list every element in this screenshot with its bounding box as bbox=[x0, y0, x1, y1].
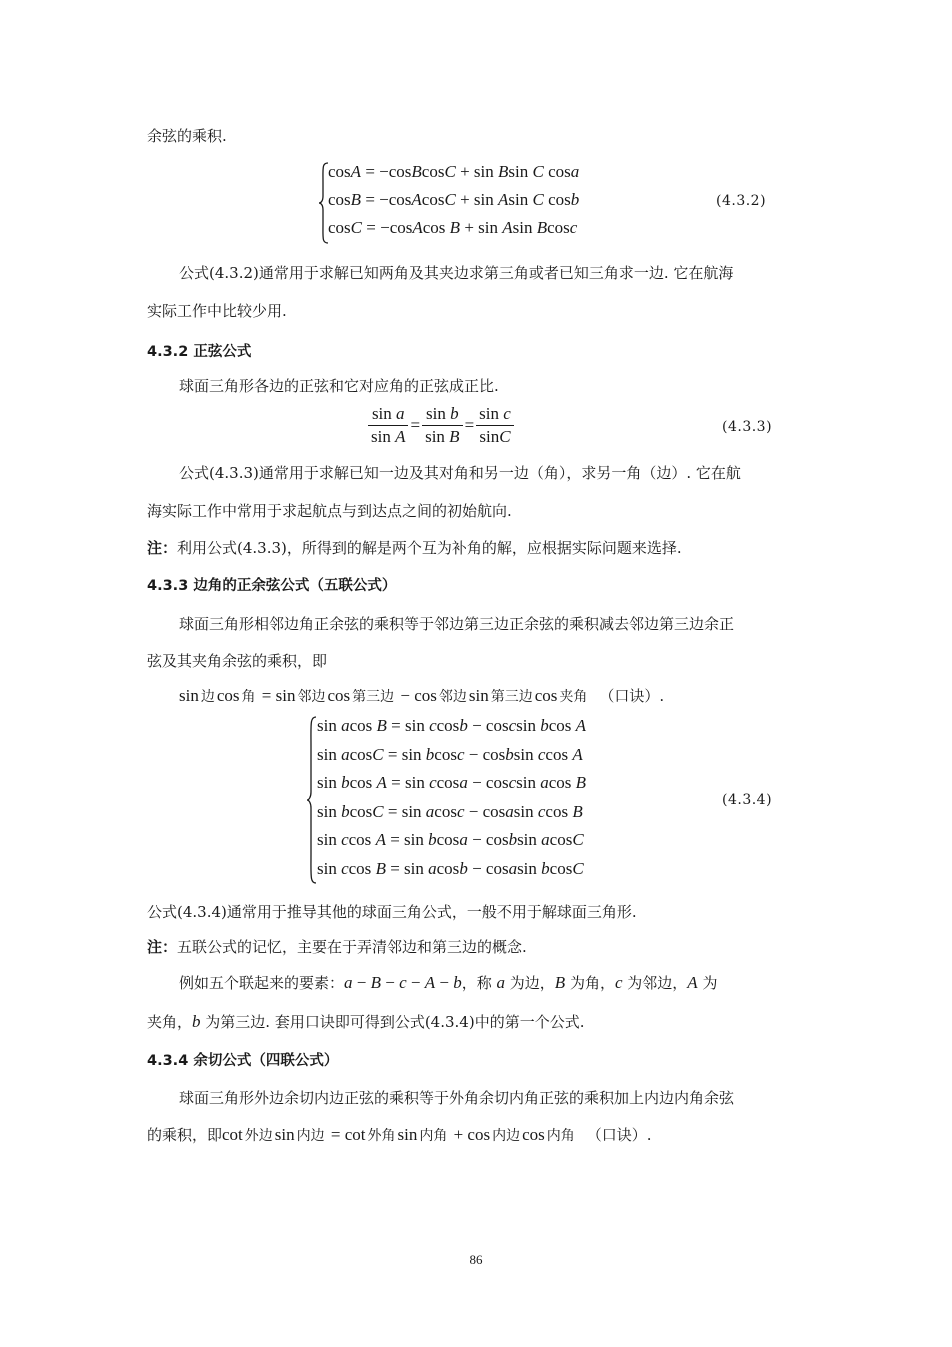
math-variable: B bbox=[350, 190, 362, 209]
equation-row bbox=[328, 190, 579, 210]
math-operator: − cos bbox=[467, 716, 509, 735]
math-operator: sin bbox=[517, 859, 542, 878]
math-variable: a bbox=[540, 773, 549, 793]
math-operator: = sin bbox=[385, 859, 429, 878]
fraction bbox=[476, 404, 514, 447]
math-function: cos bbox=[534, 686, 558, 705]
math-variable: a bbox=[541, 830, 550, 850]
mnemonic-line bbox=[147, 1124, 652, 1145]
example-text: 夹角， bbox=[147, 1013, 193, 1031]
equation-4-3-4 bbox=[306, 714, 706, 886]
math-variable: a bbox=[341, 744, 350, 764]
math-variable: a bbox=[341, 716, 350, 735]
math-variable: b bbox=[341, 801, 350, 821]
math-variable: C bbox=[532, 162, 544, 181]
math-operator: sin bbox=[317, 716, 342, 735]
math-variable: b bbox=[425, 744, 435, 764]
mnemonic-word: 外角 bbox=[367, 1128, 396, 1144]
math-operator: sin bbox=[317, 744, 342, 764]
math-function: cos bbox=[216, 686, 240, 705]
mnemonic-word: 邻边 bbox=[297, 689, 326, 705]
section-heading-4-3-3: 4.3.3 边角的正余弦公式（五联公式） bbox=[147, 578, 397, 594]
math-variable: b bbox=[508, 830, 518, 850]
math-operator: cos bbox=[328, 162, 351, 181]
math-variable: b bbox=[570, 190, 580, 209]
math-variable: c bbox=[614, 973, 623, 992]
math-variable: B bbox=[370, 973, 381, 992]
math-operator: + sin bbox=[455, 190, 498, 209]
equation-number: (4.3.2) bbox=[716, 193, 767, 209]
example-line bbox=[147, 1011, 584, 1032]
math-operator: = −cos bbox=[361, 162, 412, 181]
math-variable: B bbox=[536, 218, 548, 237]
mnemonic-word: 内角 bbox=[546, 1128, 575, 1144]
math-variable: C bbox=[572, 830, 584, 850]
math-operator: cos bbox=[436, 773, 460, 793]
math-operator: = −cos bbox=[362, 218, 413, 237]
math-operator: sin bbox=[517, 830, 542, 850]
example-text: 为第三边. 套用口诀即可得到公式(4.3.4)中的第一个公式. bbox=[200, 1013, 585, 1031]
math-operator: sin bbox=[516, 716, 541, 735]
math-variable: c bbox=[399, 973, 407, 992]
example-line bbox=[179, 972, 717, 993]
math-function: sin bbox=[179, 686, 199, 705]
mnemonic-word: 第三边 bbox=[490, 689, 533, 705]
math-operator: cos bbox=[545, 744, 573, 764]
math-variable: c bbox=[456, 801, 465, 821]
mnemonic-prefix: 的乘积，即 bbox=[147, 1126, 223, 1144]
equation-row bbox=[317, 830, 584, 850]
math-variable: b bbox=[505, 744, 514, 764]
math-function: cos bbox=[522, 1125, 545, 1144]
page-number: 86 bbox=[469, 1252, 483, 1267]
math-variable: B bbox=[498, 162, 509, 181]
math-variable: a bbox=[496, 973, 505, 992]
math-variable: c bbox=[341, 830, 349, 850]
equation-row bbox=[317, 716, 586, 736]
note-label: 注： bbox=[147, 539, 178, 557]
math-operator: = sin bbox=[385, 830, 429, 850]
math-function: cot bbox=[222, 1125, 243, 1144]
note-text: 利用公式(4.3.3)，所得到的解是两个互为补角的解，应根据实际问题来选择. bbox=[177, 539, 682, 557]
math-function: − cos bbox=[396, 686, 437, 705]
math-variable: C bbox=[372, 801, 384, 821]
math-operator: cos bbox=[543, 190, 571, 209]
math-operator: cos bbox=[549, 859, 573, 878]
math-operator: sin bbox=[508, 162, 533, 181]
math-operator: cos bbox=[328, 190, 351, 209]
equation-number: (4.3.3) bbox=[722, 419, 773, 435]
math-variable: C bbox=[532, 190, 544, 209]
math-variable: B bbox=[449, 427, 460, 446]
math-operator: − cos bbox=[467, 859, 509, 878]
mnemonic-line bbox=[179, 685, 664, 706]
math-operator: cos bbox=[349, 773, 377, 793]
math-variable: C bbox=[499, 427, 511, 446]
section-heading-4-3-2: 4.3.2 正弦公式 bbox=[147, 344, 252, 360]
mnemonic-word: 角 bbox=[241, 689, 256, 705]
mnemonic-word: 外边 bbox=[244, 1128, 273, 1144]
math-operator: = −cos bbox=[361, 190, 412, 209]
mnemonic-suffix: （口诀）. bbox=[586, 1126, 652, 1144]
math-variable: A bbox=[687, 973, 698, 992]
equation-number: (4.3.4) bbox=[722, 792, 773, 808]
equation-row bbox=[328, 162, 579, 182]
math-variable: A bbox=[575, 716, 587, 735]
section-heading-4-3-4: 4.3.4 余切公式（四联公式） bbox=[147, 1053, 339, 1069]
math-variable: A bbox=[411, 190, 422, 209]
paragraph: 实际工作中比较少用. bbox=[147, 302, 287, 320]
math-operator: + sin bbox=[455, 162, 498, 181]
math-variable: a bbox=[425, 801, 435, 821]
paragraph: 公式(4.3.3)通常用于求解已知一边及其对角和另一边（角），求另一角（边）. 它在航 bbox=[179, 464, 741, 482]
math-variable: c bbox=[341, 859, 349, 878]
math-operator: + sin bbox=[460, 218, 503, 237]
math-function: sin bbox=[274, 1125, 295, 1144]
note bbox=[147, 537, 682, 558]
math-variable: a bbox=[505, 801, 514, 821]
equation-4-3-3 bbox=[366, 404, 516, 447]
math-operator: cos bbox=[436, 716, 460, 735]
mnemonic-word: 夹角 bbox=[559, 689, 588, 705]
mnemonic-word: 边 bbox=[200, 689, 215, 705]
math-variable: A bbox=[376, 773, 387, 793]
math-operator: sin bbox=[516, 773, 541, 793]
paragraph: 球面三角形外边余切内边正弦的乘积等于外角余切内角正弦的乘积加上内边内角余弦 bbox=[179, 1089, 735, 1107]
math-operator: sin bbox=[371, 404, 397, 423]
math-operator: sin bbox=[317, 830, 342, 850]
math-variable: A bbox=[498, 190, 509, 209]
math-operator: − cos bbox=[467, 773, 509, 793]
example-text: ，称 bbox=[461, 974, 497, 992]
mnemonic-word: 邻边 bbox=[438, 689, 467, 705]
math-operator: cos bbox=[543, 162, 571, 181]
math-operator: = sin bbox=[386, 716, 430, 735]
math-variable: b bbox=[459, 716, 468, 735]
math-operator: − bbox=[352, 973, 371, 992]
math-variable: a bbox=[508, 859, 518, 878]
math-operator: − bbox=[381, 973, 400, 992]
math-variable: b bbox=[540, 716, 549, 735]
math-operator: − cos bbox=[467, 830, 509, 850]
math-variable: B bbox=[554, 973, 566, 992]
math-variable: c bbox=[508, 773, 517, 793]
math-operator: sin bbox=[513, 801, 538, 821]
math-variable: B bbox=[411, 162, 422, 181]
equals-sign: = bbox=[410, 415, 421, 435]
paragraph: 球面三角形相邻边角正余弦的乘积等于邻边第三边正余弦的乘积减去邻边第三边余正 bbox=[179, 615, 735, 633]
fraction-numerator bbox=[422, 404, 462, 426]
equation-row bbox=[317, 802, 583, 822]
math-operator: cos bbox=[547, 218, 570, 237]
math-variable: B bbox=[572, 801, 583, 821]
example-text: 为边， bbox=[505, 974, 555, 992]
math-operator: cos bbox=[421, 190, 445, 209]
equation-4-3-2 bbox=[318, 160, 678, 248]
math-variable: a bbox=[459, 773, 468, 793]
math-operator: sin bbox=[426, 404, 451, 423]
math-variable: C bbox=[572, 859, 584, 878]
math-operator: − cos bbox=[464, 801, 506, 821]
math-operator: sin bbox=[479, 427, 500, 446]
math-operator: cos bbox=[549, 830, 573, 850]
math-operator: cos bbox=[436, 859, 460, 878]
paragraph: 公式(4.3.2)通常用于求解已知两角及其夹边求第三角或者已知三角求一边. 它在航海 bbox=[179, 264, 734, 282]
math-operator: sin bbox=[508, 190, 533, 209]
math-operator: cos bbox=[548, 716, 576, 735]
math-operator: cos bbox=[548, 773, 576, 793]
fraction-denominator bbox=[368, 426, 408, 447]
example-text: 为 bbox=[697, 974, 718, 992]
math-operator: sin bbox=[479, 404, 504, 423]
math-variable: A bbox=[375, 830, 386, 850]
fraction-numerator bbox=[368, 404, 408, 426]
fraction-numerator bbox=[476, 404, 514, 426]
math-variable: c bbox=[429, 716, 437, 735]
math-variable: c bbox=[508, 716, 517, 735]
math-variable: b bbox=[453, 973, 462, 992]
math-operator: sin bbox=[513, 744, 538, 764]
math-variable: c bbox=[503, 404, 511, 423]
equals-sign: = bbox=[464, 415, 475, 435]
math-operator: cos bbox=[349, 744, 373, 764]
equation-row bbox=[317, 745, 583, 765]
example-text: 为邻边， bbox=[622, 974, 688, 992]
math-variable: a bbox=[396, 404, 405, 423]
equation-row bbox=[317, 773, 586, 793]
math-variable: a bbox=[344, 973, 353, 992]
example-prefix: 例如五个联起来的要素： bbox=[179, 974, 345, 992]
math-function: sin bbox=[468, 686, 489, 705]
math-operator: cos bbox=[434, 801, 457, 821]
fraction bbox=[422, 404, 462, 447]
math-operator: = sin bbox=[383, 744, 426, 764]
math-variable: b bbox=[450, 404, 459, 423]
math-operator: = sin bbox=[383, 801, 426, 821]
math-function: cos bbox=[327, 686, 351, 705]
mnemonic-word: 第三边 bbox=[352, 689, 395, 705]
math-variable: B bbox=[376, 716, 387, 735]
math-operator: cos bbox=[328, 218, 351, 237]
note-label: 注： bbox=[147, 938, 178, 956]
math-variable: B bbox=[375, 859, 386, 878]
math-variable: B bbox=[575, 773, 587, 793]
math-operator: − bbox=[406, 973, 425, 992]
math-variable: b bbox=[459, 859, 468, 878]
intro-line: 余弦的乘积. bbox=[147, 127, 227, 145]
example-text: 为角， bbox=[565, 974, 615, 992]
note bbox=[147, 936, 527, 957]
math-variable: A bbox=[412, 218, 423, 237]
mnemonic-word: 内边 bbox=[492, 1128, 521, 1144]
math-operator: − bbox=[435, 973, 454, 992]
math-variable: C bbox=[444, 190, 456, 209]
math-variable: b bbox=[428, 830, 437, 850]
math-variable: A bbox=[395, 427, 406, 446]
math-variable: c bbox=[456, 744, 465, 764]
math-variable: A bbox=[502, 218, 513, 237]
math-variable: c bbox=[569, 218, 578, 237]
math-operator: cos bbox=[545, 801, 573, 821]
note-text: 五联公式的记忆，主要在于弄清邻边和第三边的概念. bbox=[177, 938, 527, 956]
math-operator: = sin bbox=[386, 773, 430, 793]
math-function: = cot bbox=[326, 1125, 366, 1144]
paragraph: 球面三角形各边的正弦和它对应角的正弦成正比. bbox=[179, 377, 499, 395]
math-variable: A bbox=[572, 744, 583, 764]
math-operator: cos bbox=[436, 830, 460, 850]
math-variable: b bbox=[541, 859, 550, 878]
math-variable: c bbox=[429, 773, 437, 793]
math-variable: a bbox=[428, 859, 437, 878]
math-operator: sin bbox=[371, 427, 396, 446]
math-variable: C bbox=[350, 218, 363, 237]
math-operator: sin bbox=[317, 859, 342, 878]
mnemonic-word: 内边 bbox=[296, 1128, 325, 1144]
math-variable: C bbox=[444, 162, 456, 181]
paragraph: 海实际工作中常用于求起航点与到达点之间的初始航向. bbox=[147, 502, 512, 520]
mnemonic-suffix: （口诀）. bbox=[599, 687, 665, 705]
math-function: sin bbox=[397, 1125, 418, 1144]
math-operator: cos bbox=[348, 859, 376, 878]
math-operator: cos bbox=[434, 744, 457, 764]
fraction-denominator bbox=[422, 426, 462, 447]
math-function: = sin bbox=[257, 686, 296, 705]
fraction bbox=[368, 404, 408, 447]
math-operator: cos bbox=[348, 830, 376, 850]
math-operator: sin bbox=[425, 427, 450, 446]
math-variable: B bbox=[449, 218, 461, 237]
math-operator: cos bbox=[421, 162, 445, 181]
math-operator: cos bbox=[349, 801, 373, 821]
math-operator: sin bbox=[317, 773, 342, 793]
math-variable: a bbox=[570, 162, 580, 181]
paragraph: 公式(4.3.4)通常用于推导其他的球面三角公式，一般不用于解球面三角形. bbox=[147, 903, 637, 921]
math-variable: A bbox=[350, 162, 362, 181]
math-operator: − cos bbox=[464, 744, 506, 764]
math-operator: cos bbox=[422, 218, 450, 237]
math-variable: a bbox=[459, 830, 468, 850]
math-variable: A bbox=[424, 973, 436, 992]
fraction-denominator bbox=[476, 426, 514, 447]
math-variable: c bbox=[537, 801, 546, 821]
math-operator: sin bbox=[512, 218, 537, 237]
math-variable: b bbox=[341, 773, 350, 793]
math-operator: cos bbox=[349, 716, 377, 735]
paragraph: 弦及其夹角余弦的乘积，即 bbox=[147, 652, 328, 670]
math-operator: sin bbox=[317, 801, 342, 821]
math-function: + cos bbox=[449, 1125, 491, 1144]
math-variable: c bbox=[537, 744, 546, 764]
equation-row bbox=[317, 859, 584, 879]
mnemonic-word: 内角 bbox=[419, 1128, 448, 1144]
math-variable: b bbox=[192, 1012, 201, 1031]
math-variable: C bbox=[372, 744, 384, 764]
equation-row bbox=[328, 218, 577, 238]
